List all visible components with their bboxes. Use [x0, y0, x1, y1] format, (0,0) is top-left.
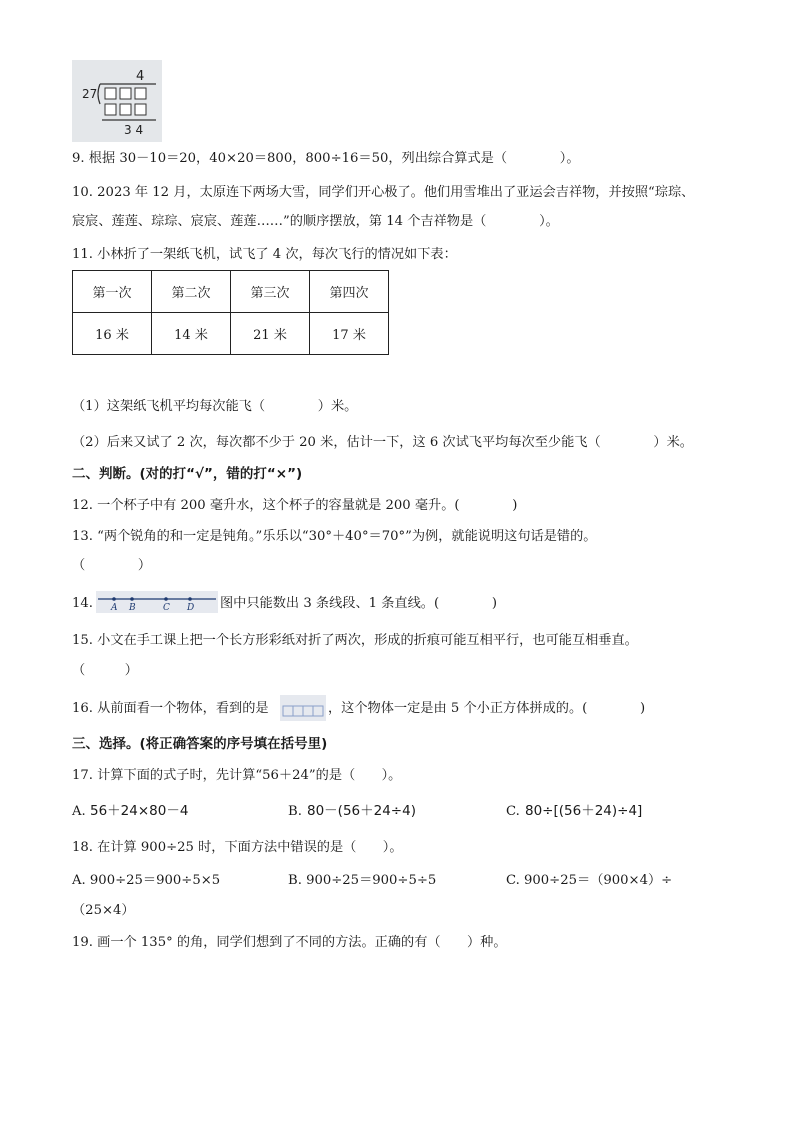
question-17: 17. 计算下面的式子时，先计算“56＋24”的是（ ）。 [72, 768, 402, 783]
question-14-number: 14. [72, 596, 93, 611]
question-11-part1: （1）这架纸飞机平均每次能飞（ ）米。 [72, 399, 358, 414]
divisor-text: 27 [82, 87, 98, 101]
point-b-label: B [129, 603, 136, 613]
option-18a: A. 900÷25＝900÷5×5 [72, 873, 221, 888]
flight-table [72, 270, 389, 355]
table-cell: 16 米 [73, 313, 152, 355]
option-17c-label: C. [506, 804, 520, 819]
section-3-heading: 三、选择。(将正确答案的序号填在括号里) [72, 736, 328, 752]
question-10-line1: 10. 2023 年 12 月，太原连下两场大雪，同学们开心极了。他们用雪堆出了亚运会吉祥物，并按照“琮琮、 [72, 185, 695, 200]
table-cell: 17 米 [310, 313, 389, 355]
option-18c-cont: （25×4） [72, 903, 135, 918]
question-11-part2: （2）后来又试了 2 次，每次都不少于 20 米，估计一下，这 6 次试飞平均每次至少能飞（ ）米。 [72, 435, 693, 450]
question-12: 12. 一个杯子中有 200 毫升水，这个杯子的容量就是 200 毫升。( ) [72, 498, 518, 513]
question-15-line1: 15. 小文在手工课上把一个长方形彩纸对折了两次，形成的折痕可能互相平行，也可能互相垂直。 [72, 633, 638, 648]
point-d-label: D [187, 603, 195, 613]
table-cell: 14 米 [152, 313, 231, 355]
table-row [73, 313, 389, 355]
question-10-line2: 宸宸、莲莲、琮琮、宸宸、莲莲……”的顺序摆放，第 14 个吉祥物是（ ）。 [72, 214, 559, 229]
question-13-line2: （ ） [72, 558, 152, 573]
question-15-line2: （ ） [72, 663, 138, 678]
option-17c-expr: 80÷[(56＋24)÷4] [525, 803, 643, 819]
option-18c: C. 900÷25＝（900×4）÷ [506, 873, 673, 888]
point-c-label: C [163, 603, 170, 613]
front-view-svg [280, 695, 326, 721]
remainder-text: 3 4 [124, 123, 144, 137]
quotient-digit: 4 [136, 69, 145, 84]
point-a-label: A [111, 603, 118, 613]
option-17b-label: B. [288, 804, 302, 819]
question-19: 19. 画一个 135° 的角，同学们想到了不同的方法。正确的有（ ）种。 [72, 935, 507, 950]
line-points-figure [96, 591, 218, 613]
question-16-part2: ，这个物体一定是由 5 个小正方体拼成的。( ) [328, 701, 646, 716]
division-figure-svg [72, 60, 162, 142]
question-11: 11. 小林折了一架纸飞机，试飞了 4 次，每次飞行的情况如下表： [72, 247, 457, 262]
option-18b: B. 900÷25＝900÷5÷5 [288, 873, 437, 888]
table-header-cell: 第四次 [310, 271, 389, 313]
option-17a-expr: 56＋24×80－4 [90, 803, 189, 819]
table-header-cell: 第一次 [73, 271, 152, 313]
question-16-part1: 16. 从前面看一个物体，看到的是 [72, 701, 269, 716]
section-2-heading: 二、判断。(对的打“√”，错的打“×”) [72, 466, 303, 482]
division-figure [72, 60, 162, 142]
line-points-svg [96, 591, 218, 613]
option-17b-expr: 80－(56＋24÷4) [307, 803, 416, 819]
table-header-row [73, 271, 389, 313]
table-cell: 21 米 [231, 313, 310, 355]
question-13-line1: 13. “两个锐角的和一定是钝角。”乐乐以“30°＋40°＝70°”为例，就能说明这句话是错的。 [72, 529, 597, 544]
question-18: 18. 在计算 900÷25 时，下面方法中错误的是（ ）。 [72, 840, 403, 855]
question-14-text: 图中只能数出 3 条线段、1 条直线。( ) [220, 596, 498, 611]
front-view-figure [280, 695, 326, 721]
table-header-cell: 第三次 [231, 271, 310, 313]
table-header-cell: 第二次 [152, 271, 231, 313]
option-17a-label: A. [72, 804, 86, 819]
question-9: 9. 根据 30－10＝20，40×20＝800，800÷16＝50，列出综合算式是（ ）。 [72, 151, 580, 166]
